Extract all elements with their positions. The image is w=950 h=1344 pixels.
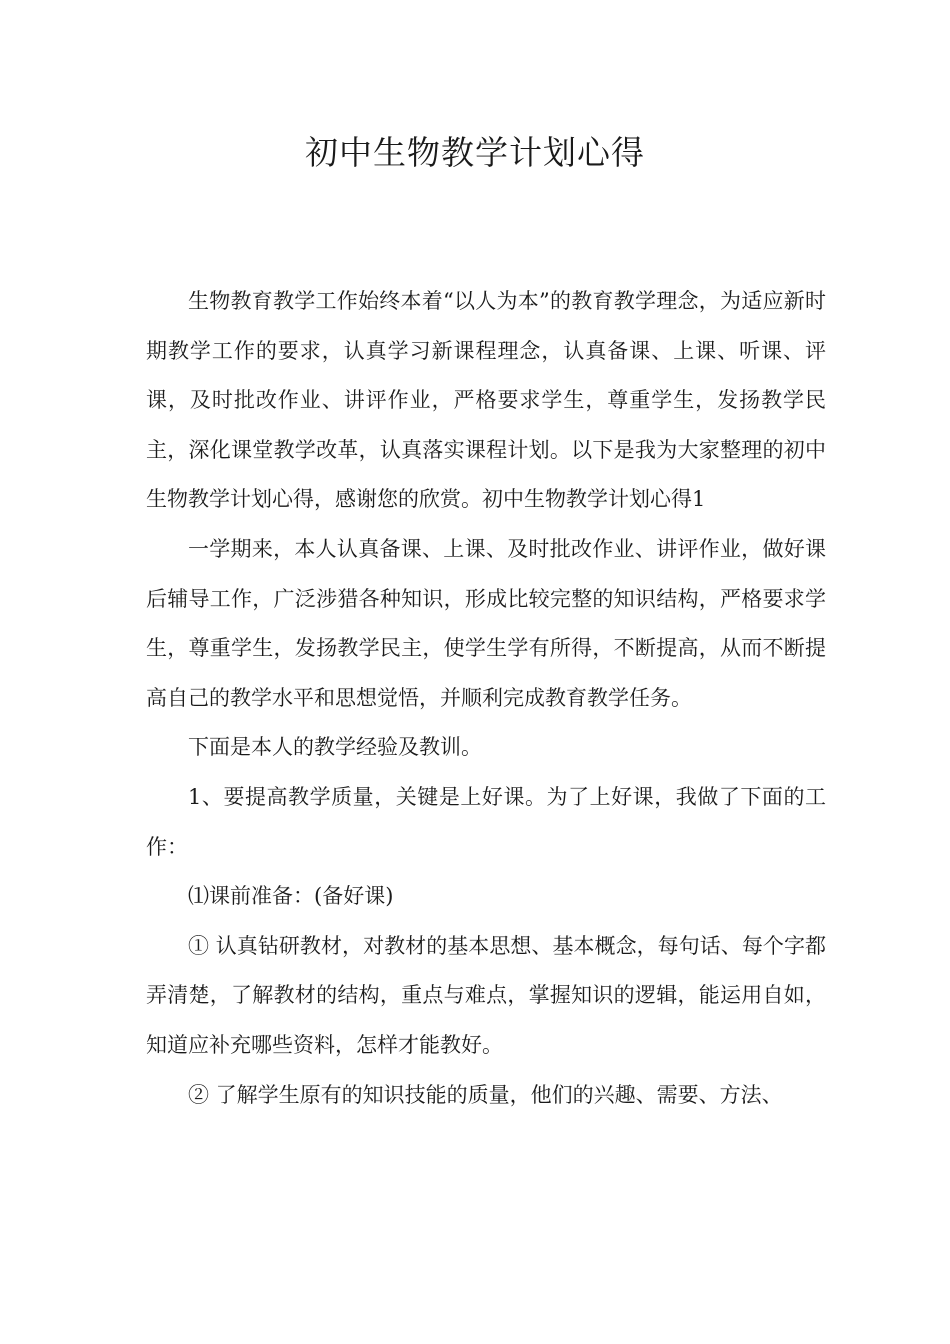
document-body [146, 277, 826, 1120]
paragraph-intro: 生物教育教学工作始终本着“以人为本”的教育教学理念，为适应新时期教学工作的要求，认真学习新课程理念，认真备课、上课、听课、评课，及时批改作业、讲评作业，严格要求学生，尊重学生，发扬教学民主，深化课堂教学改革，认真落实课程计划。以下是我为大家整理的初中生物教学计划心得，感谢您的欣赏。初中生物教学计划心得1 [146, 289, 826, 512]
paragraph-point-1: 1、要提高教学质量，关键是上好课。为了上好课，我做了下面的工作： [146, 784, 826, 859]
paragraph-experience-intro: 下面是本人的教学经验及教训。 [188, 735, 482, 760]
paragraph-prep-item-2: ② 了解学生原有的知识技能的质量，他们的兴趣、需要、方法、 [188, 1082, 783, 1107]
paragraph-prep-item-1: ① 认真钻研教材，对教材的基本思想、基本概念，每句话、每个字都弄清楚，了解教材的结构，重点与难点，掌握知识的逻辑，能运用自如，知道应补充哪些资料，怎样才能教好。 [146, 933, 826, 1057]
paragraph-semester-summary: 一学期来，本人认真备课、上课、及时批改作业、讲评作业，做好课后辅导工作，广泛涉猎各种知识，形成比较完整的知识结构，严格要求学生，尊重学生，发扬教学民主，使学生学有所得，不断提高，从而不断提高自己的教学水平和思想觉悟，并顺利完成教育教学任务。 [146, 536, 826, 710]
paragraph-prep-heading: ⑴课前准备：(备好课) [188, 884, 394, 909]
document-title: 初中生物教学计划心得 [305, 133, 645, 172]
